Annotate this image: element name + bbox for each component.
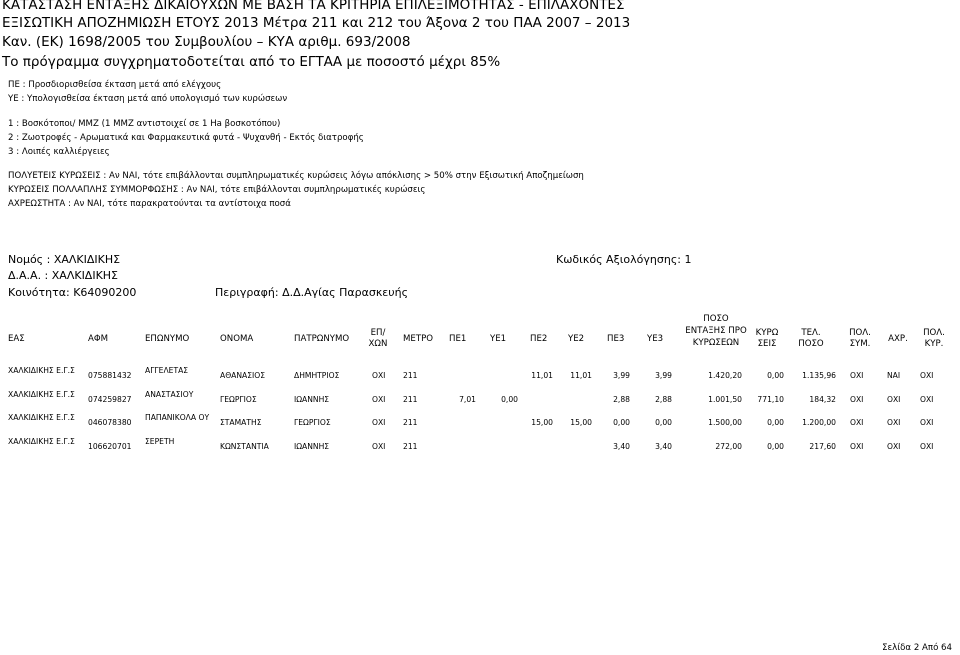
header-epx: ΕΠ/ ΧΩΝ	[368, 328, 388, 349]
cell-patronymo: ΙΩΑΝΝΗΣ	[294, 395, 330, 404]
cell-eponymo: ΣΕΡΕΤΗ	[145, 437, 175, 446]
cell-poso: 1.420,20	[708, 371, 742, 380]
cell-eas: ΧΑΛΚΙΔΙΚΗΣ Ε.Γ.Σ	[8, 413, 75, 422]
cell-metro: 211	[403, 395, 418, 404]
cell-kyr: 0,00	[767, 418, 784, 427]
koinotita-label: Κοινότητα: K64090200	[8, 286, 137, 299]
cell-polkyr: ΟΧΙ	[920, 395, 934, 404]
cell-ye3: 0,00	[655, 418, 672, 427]
header-pol-kyr: ΠΟΛ. ΚΥΡ.	[923, 328, 945, 349]
cell-tel: 1.200,00	[802, 418, 836, 427]
cell-ye2: 11,01	[570, 371, 592, 380]
cell-epx: ΟΧΙ	[372, 418, 386, 427]
cell-pe2: 11,01	[531, 371, 553, 380]
nomos-label: Νομός : ΧΑΛΚΙΔΙΚΗΣ	[8, 253, 121, 266]
legend-1: 1 : Βοσκότοποι/ ΜΜΖ (1 ΜΜΖ αντιστοιχεί σε 1 Ha βοσκοτόπου)	[8, 119, 281, 129]
cell-ye1: 0,00	[501, 395, 518, 404]
cell-polsym: ΟΧΙ	[850, 418, 864, 427]
header-poso-entaxis: ΠΟΣΟ ΕΝΤΑΞΗΣ ΠΡΟ ΚΥΡΩΣΕΩΝ	[685, 314, 747, 348]
cell-ye3: 3,99	[655, 371, 672, 380]
cell-polkyr: ΟΧΙ	[920, 418, 934, 427]
header-pe2: ΠΕ2	[530, 334, 548, 344]
cell-patronymo: ΔΗΜΗΤΡΙΟΣ	[294, 371, 340, 380]
cell-metro: 211	[403, 442, 418, 451]
header-ye1: ΥΕ1	[490, 334, 507, 344]
header-pe1: ΠΕ1	[449, 334, 467, 344]
cell-afm: 046078380	[88, 418, 132, 427]
cell-pe2: 15,00	[531, 418, 553, 427]
cell-polsym: ΟΧΙ	[850, 442, 864, 451]
header-afm: ΑΦΜ	[88, 334, 109, 344]
cell-epx: ΟΧΙ	[372, 371, 386, 380]
header-axr: ΑΧΡ.	[888, 334, 908, 344]
cell-kyr: 0,00	[767, 442, 784, 451]
legend-axreostita: ΑΧΡΕΩΣΤΗΤΑ : Αν ΝΑΙ, τότε παρακρατούνται τα αντίστοιχα ποσά	[8, 199, 291, 209]
cell-patronymo: ΓΕΩΡΓΙΟΣ	[294, 418, 331, 427]
header-eas: ΕΑΣ	[8, 334, 25, 344]
header-ye3: ΥΕ3	[647, 334, 664, 344]
legend-polyeteis: ΠΟΛΥΕΤΕΙΣ ΚΥΡΩΣΕΙΣ : Αν ΝΑΙ, τότε επιβάλλονται συμπληρωματικές κυρώσεις λόγω απόκλισης > 50% στην Εξισωτική Αποζημείωση	[8, 171, 584, 181]
cell-axr: ΟΧΙ	[887, 418, 901, 427]
header-ye2: ΥΕ2	[568, 334, 585, 344]
cell-ye3: 2,88	[655, 395, 672, 404]
cell-eas: ΧΑΛΚΙΔΙΚΗΣ Ε.Γ.Σ	[8, 366, 75, 375]
header-pe3: ΠΕ3	[607, 334, 625, 344]
cell-polsym: ΟΧΙ	[850, 371, 864, 380]
cell-pe3: 2,88	[613, 395, 630, 404]
cell-axr: ΟΧΙ	[887, 395, 901, 404]
cell-afm: 075881432	[88, 371, 132, 380]
cell-axr: ΟΧΙ	[887, 442, 901, 451]
cell-eponymo: ΑΝΑΣΤΑΣΙΟΥ	[145, 390, 194, 399]
cell-tel: 217,60	[809, 442, 836, 451]
cell-ye2: 15,00	[570, 418, 592, 427]
cell-epx: ΟΧΙ	[372, 442, 386, 451]
cell-poso: 1.001,50	[708, 395, 742, 404]
funding-line: Το πρόγραμμα συγχρηματοδοτείται από το ΕΓΤΑΑ με ποσοστό μέχρι 85%	[2, 54, 501, 70]
cell-metro: 211	[403, 418, 418, 427]
header-pol-sym: ΠΟΛ. ΣΥΜ.	[849, 328, 871, 349]
legend-3: 3 : Λοιπές καλλιέργειες	[8, 147, 110, 157]
report-title: ΚΑΤΑΣΤΑΣΗ ΕΝΤΑΞΗΣ ΔΙΚΑΙΟΥΧΩΝ ΜΕ ΒΑΣΗ ΤΑ ΚΡΙΤΗΡΙΑ ΕΠΙΛΕΞΙΜΟΤΗΤΑΣ - ΕΠΙΛΑΧΟΝΤΕΣ	[2, 0, 625, 13]
header-onoma: ΟΝΟΜΑ	[220, 334, 254, 344]
header-tel-poso: ΤΕΛ. ΠΟΣΟ	[798, 328, 824, 349]
cell-kyr: 0,00	[767, 371, 784, 380]
cell-ye3: 3,40	[655, 442, 672, 451]
cell-epx: ΟΧΙ	[372, 395, 386, 404]
cell-eas: ΧΑΛΚΙΔΙΚΗΣ Ε.Γ.Σ	[8, 390, 75, 399]
regulation-line: Καν. (ΕΚ) 1698/2005 του Συμβουλίου – ΚΥΑ αριθμ. 693/2008	[2, 34, 411, 50]
legend-ye: ΥΕ : Υπολογισθείσα έκταση μετά από υπολογισμό των κυρώσεων	[8, 94, 288, 104]
cell-tel: 1.135,96	[802, 371, 836, 380]
cell-afm: 106620701	[88, 442, 132, 451]
header-kyroseis: ΚΥΡΩ ΣΕΙΣ	[755, 328, 779, 349]
cell-pe1: 7,01	[459, 395, 476, 404]
cell-kyr: 771,10	[757, 395, 784, 404]
cell-onoma: ΓΕΩΡΓΙΟΣ	[220, 395, 257, 404]
cell-tel: 184,32	[809, 395, 836, 404]
header-eponymo: ΕΠΩΝΥΜΟ	[145, 334, 190, 344]
report-subtitle: ΕΞΙΣΩΤΙΚΗ ΑΠΟΖΗΜΙΩΣΗ ΕΤΟΥΣ 2013 Μέτρα 211 και 212 του Άξονα 2 του ΠΑΑ 2007 – 2013	[2, 15, 631, 31]
cell-pe3: 3,99	[613, 371, 630, 380]
header-patronymo: ΠΑΤΡΩΝΥΜΟ	[294, 334, 350, 344]
cell-pe3: 3,40	[613, 442, 630, 451]
cell-polkyr: ΟΧΙ	[920, 442, 934, 451]
daa-label: Δ.Α.Α. : ΧΑΛΚΙΔΙΚΗΣ	[8, 269, 119, 282]
cell-polsym: ΟΧΙ	[850, 395, 864, 404]
cell-eponymo: ΑΓΓΕΛΕΤΑΣ	[145, 366, 189, 375]
cell-polkyr: ΟΧΙ	[920, 371, 934, 380]
cell-onoma: ΣΤΑΜΑΤΗΣ	[220, 418, 262, 427]
cell-eponymo: ΠΑΠΑΝΙΚΟΛΑ ΟΥ	[145, 413, 210, 422]
cell-afm: 074259827	[88, 395, 132, 404]
legend-2: 2 : Ζωοτροφές - Αρωματικά και Φαρμακευτικά φυτά - Ψυχανθή - Εκτός διατροφής	[8, 133, 364, 143]
kodikos-label: Κωδικός Αξιολόγησης: 1	[556, 253, 692, 266]
legend-pe: ΠΕ : Προσδιορισθείσα έκταση μετά από ελέγχους	[8, 80, 222, 90]
cell-onoma: ΑΘΑΝΑΣΙΟΣ	[220, 371, 266, 380]
header-metro: ΜΕΤΡΟ	[403, 334, 434, 344]
legend-kyroseis: ΚΥΡΩΣΕΙΣ ΠΟΛΛΑΠΛΗΣ ΣΥΜΜΟΡΦΩΣΗΣ : Αν ΝΑΙ, τότε επιβάλλονται συμπληρωματικές κυρώσεις	[8, 185, 426, 195]
cell-patronymo: ΙΩΑΝΝΗΣ	[294, 442, 330, 451]
cell-eas: ΧΑΛΚΙΔΙΚΗΣ Ε.Γ.Σ	[8, 437, 75, 446]
cell-metro: 211	[403, 371, 418, 380]
cell-onoma: ΚΩΝΣΤΑΝΤΙΑ	[220, 442, 269, 451]
cell-poso: 1.500,00	[708, 418, 742, 427]
cell-pe3: 0,00	[613, 418, 630, 427]
page-counter: Σελίδα 2 Από 64	[882, 643, 952, 653]
cell-axr: ΝΑΙ	[887, 371, 901, 380]
perigrafi-label: Περιγραφή: Δ.Δ.Αγίας Παρασκευής	[215, 286, 409, 299]
cell-poso: 272,00	[715, 442, 742, 451]
